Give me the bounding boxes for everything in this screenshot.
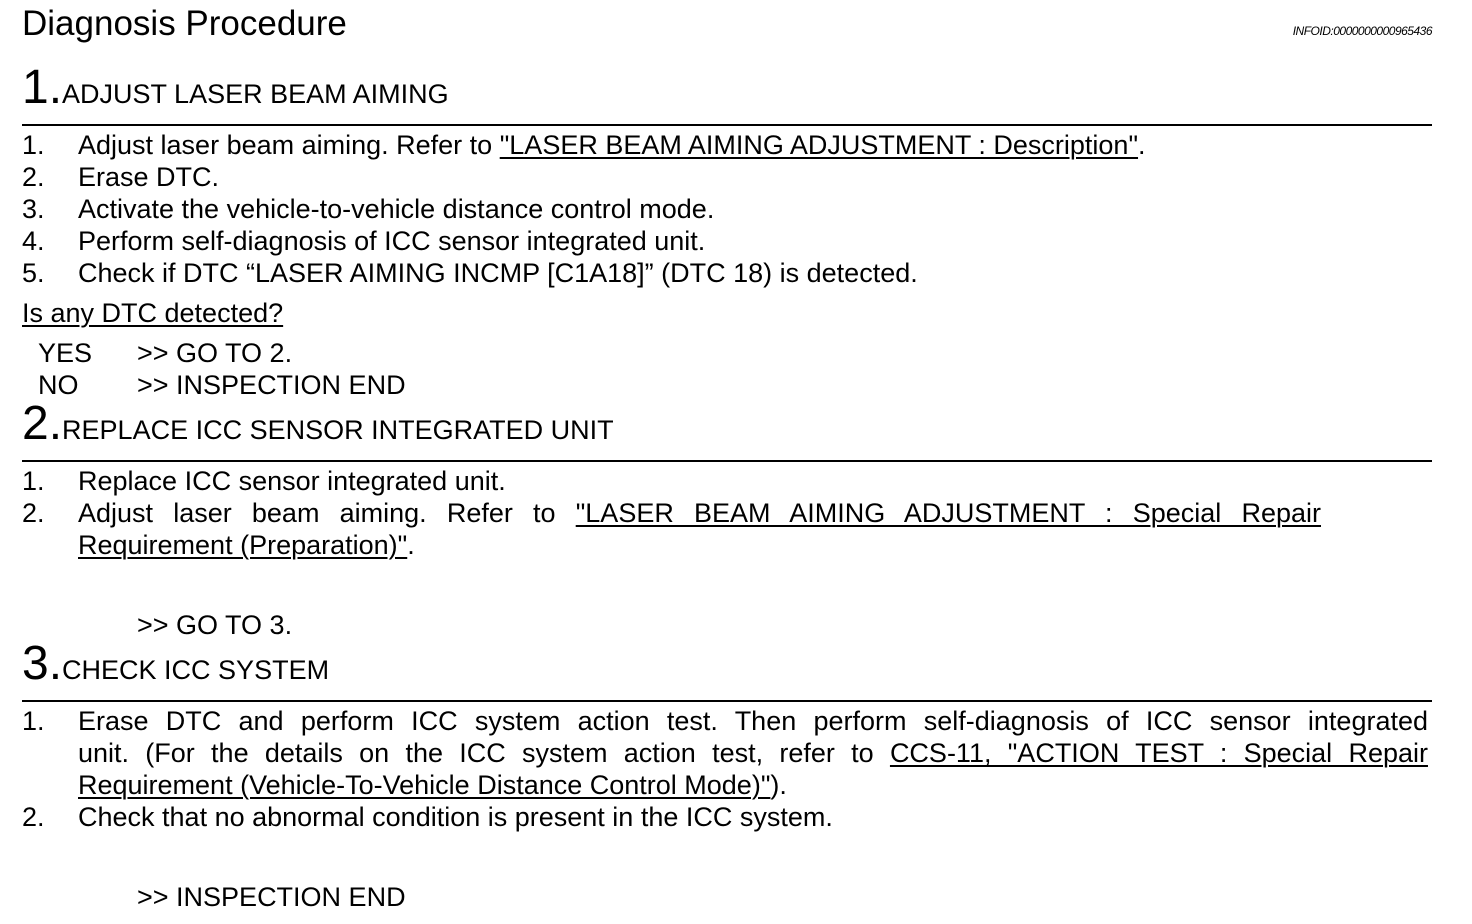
step-1-item-1-number: 1. <box>22 130 45 160</box>
step-2-heading: REPLACE ICC SENSOR INTEGRATED UNIT <box>62 415 614 445</box>
step-3-action[interactable]: >> INSPECTION END <box>137 882 406 912</box>
step-3-divider <box>22 700 1432 702</box>
ccs-11-action-test-link[interactable]: CCS-11, "ACTION TEST : Special Repair <box>889 738 1428 768</box>
step-3-item-1-line-2-text: unit. (For the details on the ICC system action test, refer to <box>78 738 890 768</box>
step-3-item-1-line-1: Erase DTC and perform ICC system action test. Then perform self-diagnosis of ICC sensor integrated <box>78 706 1428 736</box>
step-1-question: Is any DTC detected? <box>22 298 284 328</box>
step-1-heading: ADJUST LASER BEAM AIMING <box>62 79 449 109</box>
step-1-item-3: Activate the vehicle-to-vehicle distance control mode. <box>78 194 715 224</box>
ccs-11-distance-control-link[interactable]: Requirement (Vehicle-To-Vehicle Distance Control Mode)" <box>78 770 771 800</box>
step-2-item-2-text: Adjust laser beam aiming. Refer to <box>78 498 576 528</box>
step-3-item-1-after: ). <box>770 770 787 800</box>
step-3-header <box>22 637 330 690</box>
step-1-item-2: Erase DTC. <box>78 162 220 192</box>
laser-aiming-special-repair-link[interactable]: "LASER BEAM AIMING ADJUSTMENT : Special Repair <box>575 498 1321 528</box>
step-1-item-4: Perform self-diagnosis of ICC sensor integrated unit. <box>78 226 706 256</box>
step-3-item-1-line-3 <box>78 769 787 801</box>
step-2-item-2-line-1 <box>78 497 1321 529</box>
step-2-item-2-number: 2. <box>22 498 45 528</box>
page-title: Diagnosis Procedure <box>22 4 347 43</box>
step-1-divider <box>22 124 1432 126</box>
step-1-number: 1. <box>22 61 63 114</box>
step-2-action[interactable]: >> GO TO 3. <box>137 610 293 640</box>
laser-aiming-preparation-link[interactable]: Requirement (Preparation)" <box>78 530 408 560</box>
step-1-item-5-number: 5. <box>22 258 45 288</box>
step-2-item-1: Replace ICC sensor integrated unit. <box>78 466 506 496</box>
info-id: INFOID:0000000000965436 <box>1292 24 1432 38</box>
step-1-answer-no-action[interactable]: >> INSPECTION END <box>137 370 406 400</box>
laser-aiming-description-link[interactable]: "LASER BEAM AIMING ADJUSTMENT : Description" <box>499 130 1139 160</box>
step-2-item-1-number: 1. <box>22 466 45 496</box>
step-1-item-1 <box>78 129 1146 161</box>
step-1-item-4-number: 4. <box>22 226 45 256</box>
step-1-answer-no-label: NO <box>38 370 79 400</box>
step-2-item-2-after: . <box>407 530 415 560</box>
step-3-heading: CHECK ICC SYSTEM <box>62 655 330 685</box>
step-2-divider <box>22 460 1432 462</box>
step-1-item-5: Check if DTC “LASER AIMING INCMP [C1A18]” (DTC 18) is detected. <box>78 258 918 288</box>
step-1-answer-yes-label: YES <box>38 338 93 368</box>
step-3-item-1-line-2 <box>78 737 1428 769</box>
step-3-number: 3. <box>22 637 63 690</box>
step-2-header <box>22 397 614 450</box>
step-2-number: 2. <box>22 397 63 450</box>
step-1-header <box>22 61 449 114</box>
step-3-item-1-number: 1. <box>22 706 45 736</box>
step-1-item-1-text: Adjust laser beam aiming. Refer to <box>78 130 500 160</box>
step-2-item-2-line-2 <box>78 529 415 561</box>
step-1-item-1-after: . <box>1138 130 1146 160</box>
step-1-item-3-number: 3. <box>22 194 45 224</box>
step-1-answer-yes-action[interactable]: >> GO TO 2. <box>137 338 293 368</box>
step-1-item-2-number: 2. <box>22 162 45 192</box>
step-3-item-2: Check that no abnormal condition is present in the ICC system. <box>78 802 833 832</box>
step-3-item-2-number: 2. <box>22 802 45 832</box>
